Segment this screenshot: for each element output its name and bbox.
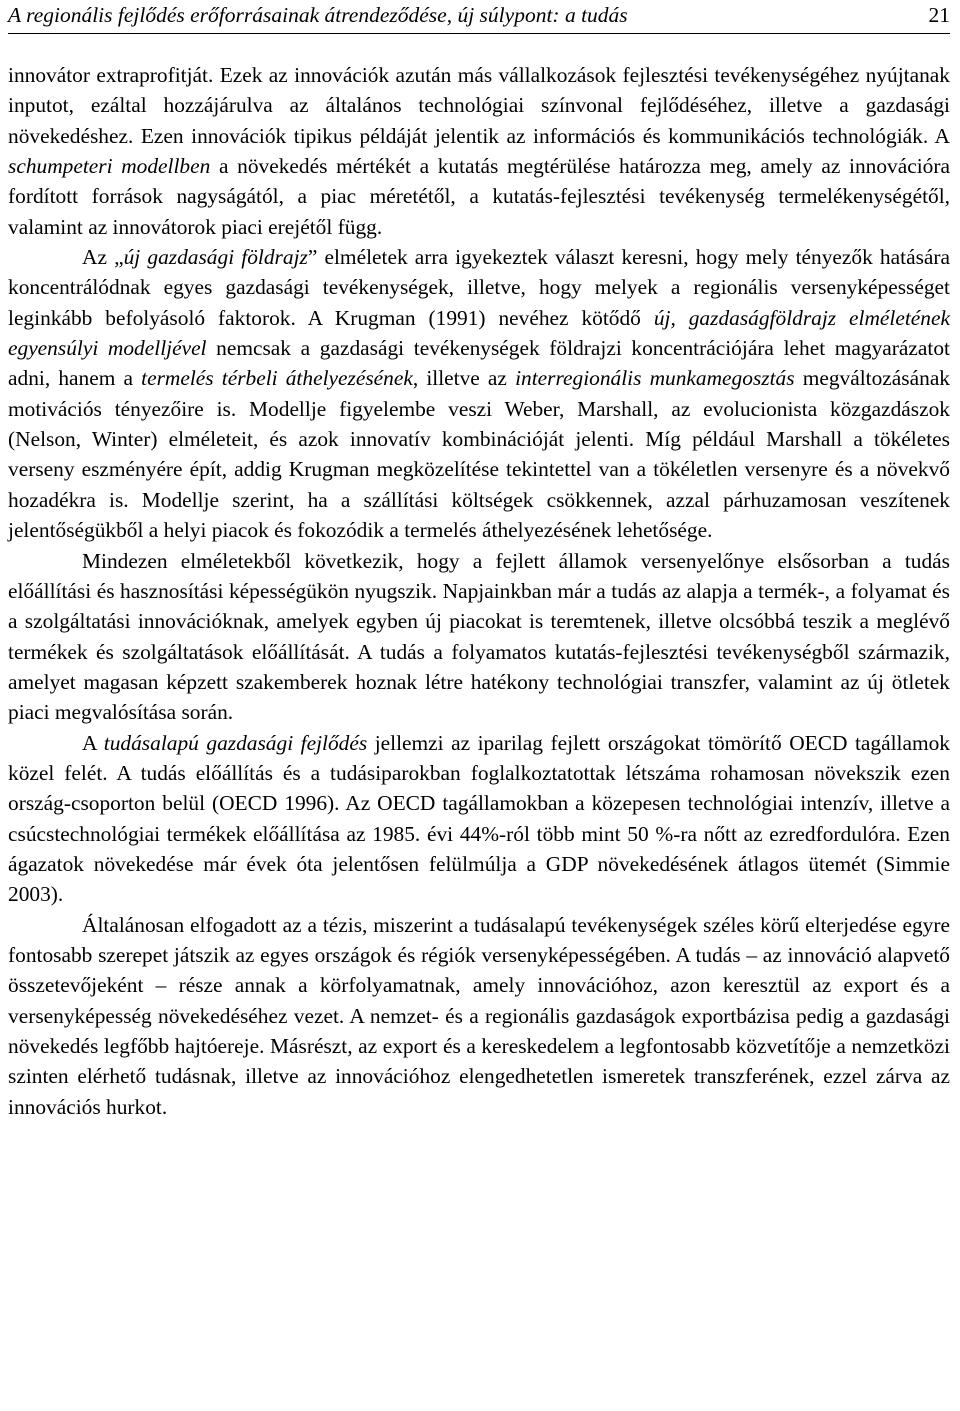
text-run: jellemzi az iparilag fejlett országokat tömörítő OECD tagállamok közel felét. A tudás előállítás és a tudásiparokban foglalkoztatottak létszáma rohamosan növekszik ezen ország-csoporton belül (OECD 1996). Az OECD tagállamokban a közepesen technológiai intenzív, illetve a csúcstechnológiai termékek előállítása az 1985. évi 44%-ról több mint 50 %-ra nőtt az ezredfordulóra. Ezen ágazatok növekedése már évek óta jelentősen felülmúlja a GDP növekedésének átlagos ütemét (Simmie 2003). bbox=[8, 730, 950, 907]
text-run: innovátor extraprofitját. Ezek az innovációk azután más vállalkozások fejlesztési tevékenységéhez nyújtanak inputot, ezáltal hozzájárulva az általános technológiai színvonal fejlődéséhez, illetve a gazdasági növekedéshez. Ezen innovációk tipikus példáját jelentik az információs és kommunikációs technológiák. A bbox=[8, 63, 950, 148]
paragraph bbox=[8, 242, 950, 545]
text-run: nemcsak a gazdasági tevékenységek földrajzi koncentrációjára lehet magyarázatot adni, hanem a bbox=[8, 336, 950, 391]
paragraph bbox=[8, 910, 950, 1122]
page-number: 21 bbox=[928, 3, 950, 27]
running-header bbox=[8, 2, 950, 28]
running-title: A regionális fejlődés erőforrásainak átrendeződése, új súlypont: a tudás bbox=[8, 3, 628, 27]
header-rule bbox=[8, 33, 950, 34]
italic-term: új, gazdaságföldrajz elméletének egyensúlyi modelljével bbox=[8, 305, 950, 361]
text-run: Az „ bbox=[82, 245, 124, 270]
text-run: A bbox=[82, 730, 104, 755]
text-run: Általánosan elfogadott az a tézis, miszerint a tudásalapú tevékenységek széles körű elterjedése egyre fontosabb szerepet játszik az egyes országok és régiók versenyképességében. A tudás – az innováció alapvető összetevőjeként – része annak a körfolyamatnak, amely innovációhoz, azon keresztül az export és a versenyképesség növekedéséhez vezet. A nemzet- és a regionális gazdaságok exportbázisa pedig a gazdasági növekedés legfőbb hajtóereje. Másrészt, az export és a kereskedelem a legfontosabb közvetítője a nemzetközi szinten elérhető tudásnak, illetve az innovációhoz elengedhetetlen ismeretek transzferének, ezzel zárva az innovációs hurkot. bbox=[8, 912, 950, 1119]
paragraph bbox=[8, 546, 950, 728]
text-run: ” elméletek arra igyekeztek választ keresni, hogy mely tényezők hatására koncentrálódnak egyes gazdasági tevékenységek, illetve, hogy melyek a regionális versenyképességet leginkább befolyásoló faktorok. A Krugman (1991) nevéhez kötődő bbox=[8, 245, 950, 330]
text-run: a növekedés mértékét a kutatás megtérülése határozza meg, amely az innovációra fordított források nagyságától, a piac méretétől, a kutatás-fejlesztési tevékenység termelékenységétől, valamint az innovátorok piaci erejétől függ. bbox=[8, 154, 950, 239]
text-run: , illetve az bbox=[412, 366, 516, 391]
paragraph bbox=[8, 60, 950, 242]
italic-term: schumpeteri modellben bbox=[8, 154, 211, 179]
body-text bbox=[8, 60, 950, 1122]
text-run: Mindezen elméletekből következik, hogy a fejlett államok versenyelőnye elsősorban a tudás előállítási és hasznosítási képességükön nyugszik. Napjainkban már a tudás az alapja a termék-, a folyamat és a szolgáltatási innovációknak, amelyek egyben új piacokat is teremtenek, illetve olcsóbbá teszik a meglévő termékek és szolgáltatások előállítását. A tudás a folyamatos kutatás-fejlesztési tevékenységből származik, amelyet magasan képzett szakemberek hoznak létre hatékony technológiai transzfer, valamint az új ötletek piaci megvalósítása során. bbox=[8, 548, 950, 725]
italic-term: új gazdasági földrajz bbox=[123, 245, 308, 270]
italic-term: interregionális munkamegosztás bbox=[515, 366, 795, 391]
italic-term: termelés térbeli áthelyezésének bbox=[141, 366, 413, 391]
italic-term: tudásalapú gazdasági fejlődés bbox=[103, 730, 368, 755]
text-run: megváltozásának motivációs tényezőire is. Modellje figyelembe veszi Weber, Marshall, az evolucionista közgazdászok (Nelson, Winter) elméleteit, és azok innovatív kombinációját jelenti. Míg például Marshall a tökéletes verseny eszményére épít, addig Krugman megközelítése tekintettel van a tökéletlen versenyre és a növekvő hozadékra is. Modellje szerint, ha a szállítási költségek csökkennek, azzal párhuzamosan veszítenek jelentőségükből a helyi piacok és fokozódik a termelés áthelyezésének lehetősége. bbox=[8, 366, 951, 543]
paragraph bbox=[8, 728, 950, 910]
